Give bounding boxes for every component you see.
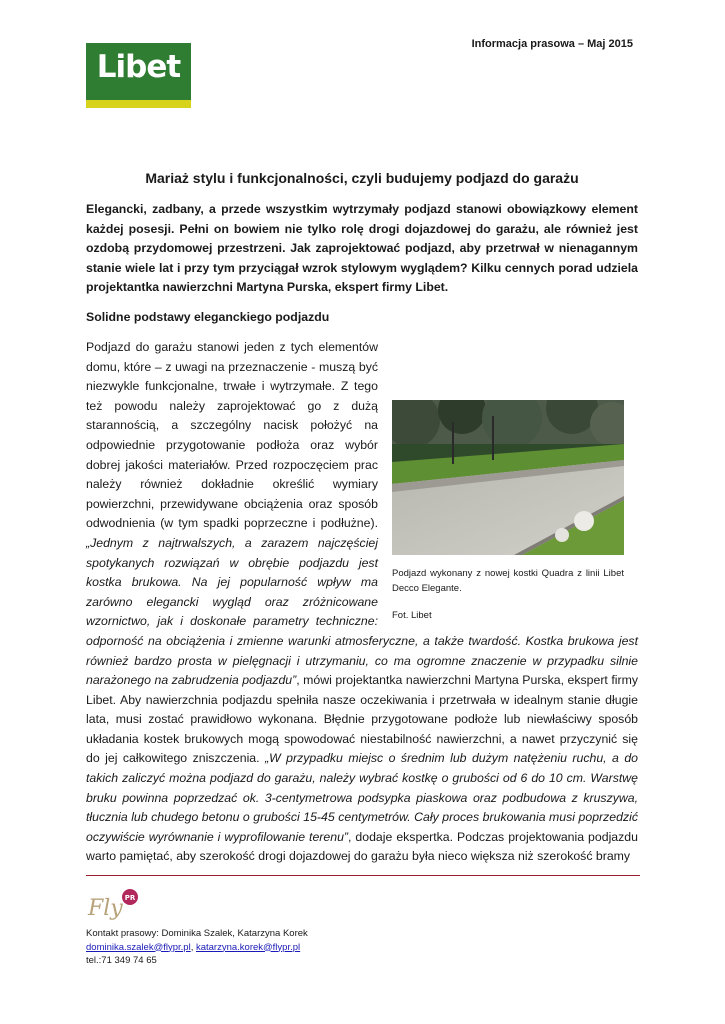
footer-divider	[86, 875, 640, 876]
article-figure	[392, 396, 638, 626]
driveway-photo	[392, 400, 624, 555]
body-paragraph-2-tail: , dodaje ekspertka. Podczas projektowania podjazdu warto pamiętać, aby szerokość drogi dojazdowej do garażu była nieco większa niż szerokość bramy	[86, 829, 638, 864]
lead-paragraph: Elegancki, zadbany, a przede wszystkim wytrzymały podjazd stanowi obowiązkowy element każdej posesji. Pełni on bowiem nie tylko rolę drogi dojazdowej do garażu, ale również jest ozdobą przydomowej przestrzeni. Jak zaprojektować podjazd, aby przetrwał w nienagannym stanie wiele lat i przy tym przyciągał wzrok stylowym wyglądem? Kilku cennych porad udziela projektantka nawierzchni Martyna Purska, ekspert firmy Libet.	[86, 202, 638, 295]
flypr-badge-text: PR	[124, 894, 136, 902]
photo-caption: Podjazd wykonany z nowej kostki Quadra z linii Libet Decco Elegante.	[392, 568, 624, 594]
expert-quote-2: „W przypadku miejsc o średnim lub dużym natężeniu ruchu, a do takich zaliczyć można podjazd do garażu, należy wybrać kostkę o grubości od 6 do 10 cm. Warstwę bruku powinna poprzedzać ok. 3-centymetrowa podsypka piaskowa oraz podbudowa z kruszywa, tłucznia lub chudego betonu o grubości 15-45 centymetrów. Cały proces brukowania musi poprzedzić oczywiście wyrównanie i wyprofilowanie terenu”	[86, 751, 638, 844]
logo-yellow-bar	[86, 100, 191, 108]
logo-text: Libet	[96, 49, 181, 85]
libet-logo	[86, 43, 191, 108]
expert-quote-1: „Jednym z najtrwalszych, a zarazem najczęściej spotykanych rozwiązań w obrębie podjazdu jest kostka brukowa. Na jej popularność wpływ ma zarówno elegancki wygląd oraz zróżnicowane wzornictwo, jak i doskonałe parametry techniczne: odporność na obciążenia i zmienne warunki atmosferyczne, a także twardość. Kostka brukowa jest również bardzo prosta w pielęgnacji i utrzymaniu, co ma ogromne znaczenie w przypadku silnie narażonego na zabrudzenia podjazdu”	[86, 535, 638, 688]
section-heading: Solidne podstawy eleganckiego podjazdu	[86, 310, 330, 324]
flypr-logo-text: Fly	[88, 896, 123, 921]
email-link-dominika[interactable]: dominika.szalek@flypr.pl	[86, 941, 191, 953]
email-link-katarzyna[interactable]: katarzyna.korek@flypr.pl	[195, 941, 301, 953]
article-title: Mariaż stylu i funkcjonalności, czyli budujemy podjazd do garażu	[145, 170, 579, 186]
flypr-logo-mark	[86, 885, 146, 925]
flypr-logo	[86, 885, 146, 925]
article-body	[86, 338, 638, 867]
contact-phone: tel.:71 349 74 65	[86, 955, 157, 966]
body-paragraph-1-tail: , mówi projektantka nawierzchni Martyna Purska, ekspert firmy Libet. Aby nawierzchnia podjazdu spełniła nasze oczekiwania i przetrwała w idealnym stanie długie lata, musi zostać prawidłowo wykonana. Błędnie przygotowane podłoże lub niewłaściwy sposób układania kostek brukowych mogą spowodować niestabilność nawierzchni, a nawet przyczynić się do jej całkowitego zniszczenia.	[86, 673, 638, 766]
photo-credit: Fot. Libet	[392, 610, 432, 621]
body-paragraph-1: Podjazd do garażu stanowi jeden z tych elementów domu, które – z uwagi na przeznaczenie - muszą być niezwykle funkcjonalne, trwałe i wytrzymałe. Z tego też powodu należy zaprojektować go z dużą starannością, a szczególny nacisk położyć na odpowiednie przygotowanie podłoża oraz wybór dobrej jakości materiałów. Przed rozpoczęciem prac należy również dokładnie określić wymiary powierzchni, przewidywane obciążenia oraz sposób odwodnienia (w tym spadki poprzeczne i podłużne).	[86, 340, 378, 531]
press-contact	[86, 927, 308, 968]
press-release-date: Informacja prasowa – Maj 2015	[471, 38, 633, 50]
contact-label: Kontakt prasowy: Dominika Szalek, Katarzyna Korek	[86, 928, 308, 939]
contact-emails	[86, 941, 308, 955]
email-separator: ,	[190, 941, 196, 953]
logo-green-block	[86, 43, 191, 100]
driveway-photo-image	[392, 400, 624, 555]
